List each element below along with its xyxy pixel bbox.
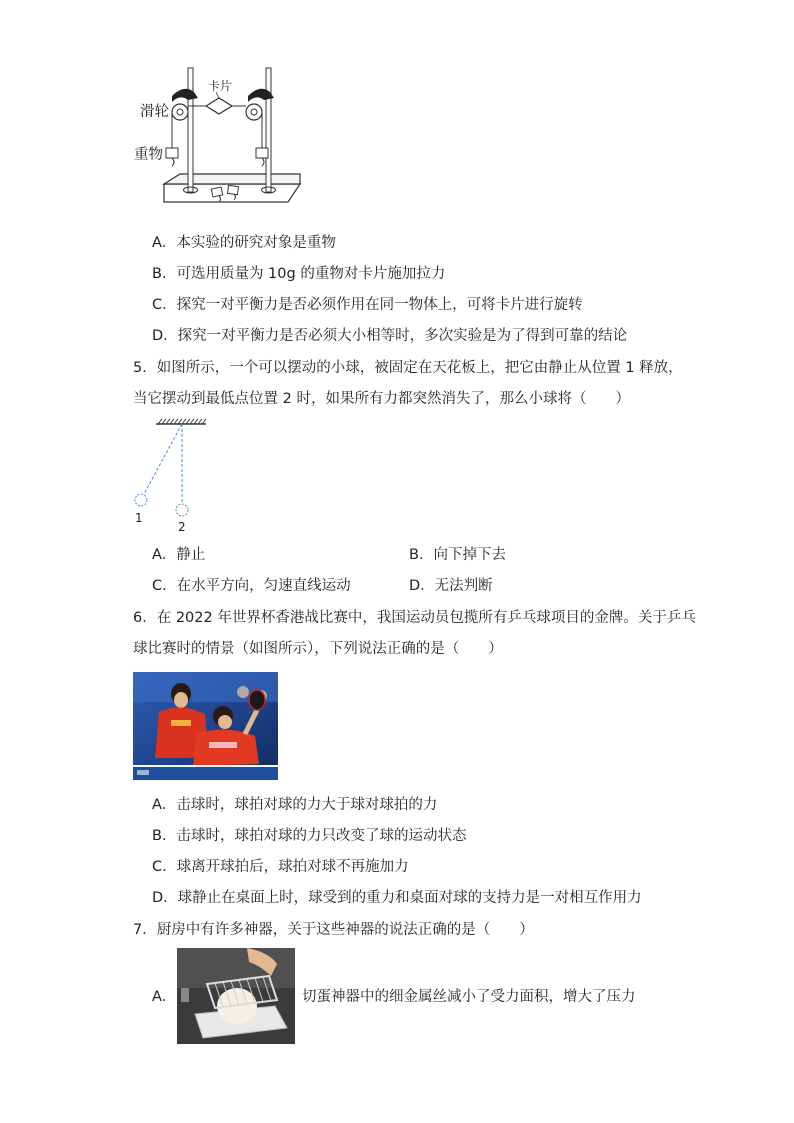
q4-option-a: A．本实验的研究对象是重物 bbox=[152, 235, 336, 251]
q6-option-b: B．击球时，球拍对球的力只改变了球的运动状态 bbox=[152, 828, 467, 844]
pendulum-label-2: 2 bbox=[178, 520, 186, 534]
q5-option-d: D．无法判断 bbox=[409, 578, 493, 594]
q4-option-b: B．可选用质量为 10g 的重物对卡片施加拉力 bbox=[152, 266, 446, 282]
q7-stem: 7．厨房中有许多神器，关于这些神器的说法正确的是（ ） bbox=[133, 922, 534, 938]
q6-table-tennis-photo bbox=[133, 672, 278, 780]
egg-slicer-image bbox=[177, 948, 295, 1044]
q7-egg-slicer-photo bbox=[177, 948, 295, 1044]
label-pulley: 滑轮 bbox=[140, 104, 169, 120]
label-weight: 重物 bbox=[134, 147, 163, 163]
q7-option-a-text: 切蛋神器中的细金属丝减小了受力面积，增大了压力 bbox=[302, 989, 636, 1005]
q5-option-a: A．静止 bbox=[152, 547, 206, 563]
q5-stem-line2: 当它摆动到最低点位置 2 时，如果所有力都突然消失了，那么小球将（ ） bbox=[133, 391, 630, 407]
q4-option-c: C．探究一对平衡力是否必须作用在同一物体上，可将卡片进行旋转 bbox=[152, 297, 583, 313]
q6-option-d: D．球静止在桌面上时，球受到的重力和桌面对球的支持力是一对相互作用力 bbox=[152, 890, 642, 906]
label-card: 卡片 bbox=[208, 79, 233, 93]
q7-option-a-label: A． bbox=[152, 989, 177, 1005]
q5-stem-line1: 5．如图所示，一个可以摆动的小球，被固定在天花板上，把它由静止从位置 1 释放， bbox=[133, 360, 683, 376]
q6-stem-line1: 6．在 2022 年世界杯香港战比赛中，我国运动员包揽所有乒乓球项目的金牌。关于乒乓 bbox=[133, 610, 696, 626]
q6-option-a: A．击球时，球拍对球的力大于球对球拍的力 bbox=[152, 797, 438, 813]
q5-option-c: C．在水平方向，匀速直线运动 bbox=[152, 578, 351, 594]
q5-option-b: B．向下掉下去 bbox=[409, 547, 506, 563]
table-tennis-image bbox=[133, 672, 278, 780]
pendulum-label-1: 1 bbox=[135, 511, 143, 525]
q4-option-d: D．探究一对平衡力是否必须大小相等时，多次实验是为了得到可靠的结论 bbox=[152, 328, 628, 344]
q6-option-c: C．球离开球拍后，球拍对球不再施加力 bbox=[152, 859, 409, 875]
q6-stem-line2: 球比赛时的情景（如图所示），下列说法正确的是（ ） bbox=[133, 641, 503, 657]
